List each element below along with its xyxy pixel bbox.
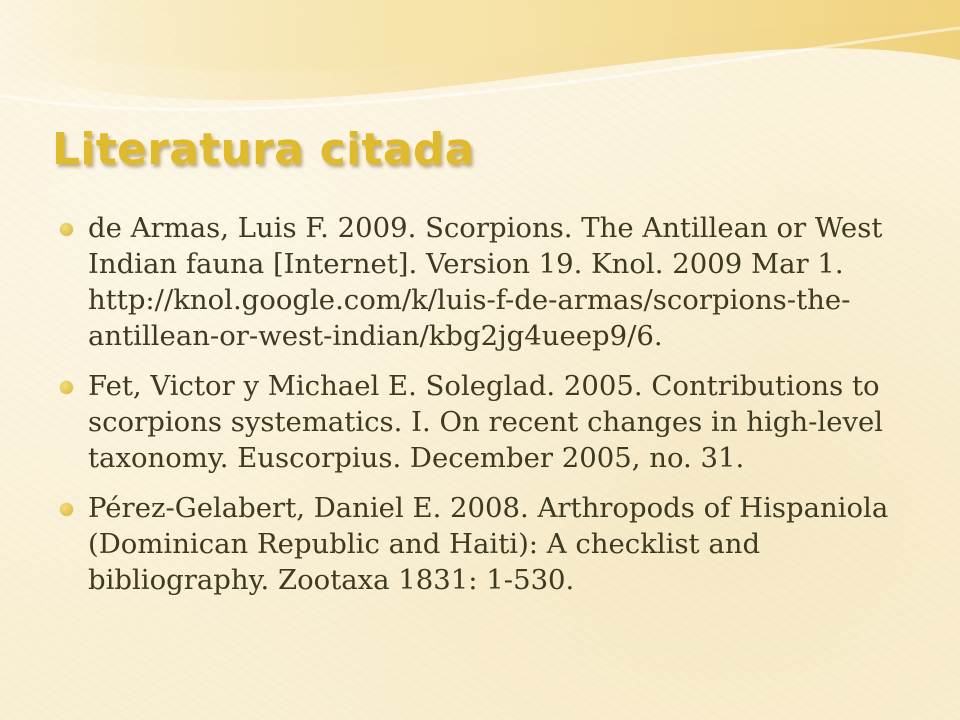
reference-text: Fet, Victor y Michael E. Soleglad. 2005. Contributions to scorpions systematics. I. On recent changes in high-level taxonomy. Euscorpius. December 2005, no. 31. — [88, 370, 884, 474]
reference-item — [60, 210, 900, 354]
bullet-icon — [60, 381, 73, 394]
bullet-icon — [60, 223, 73, 236]
bullet-icon — [60, 503, 73, 516]
reference-list — [60, 210, 900, 612]
reference-item — [60, 490, 900, 598]
reference-text: Pérez-Gelabert, Daniel E. 2008. Arthropods of Hispaniola (Dominican Republic and Haiti): A checklist and bibliography. Zootaxa 1831: 1-530. — [88, 492, 889, 596]
reference-text: de Armas, Luis F. 2009. Scorpions. The Antillean or West Indian fauna [Internet]. Version 19. Knol. 2009 Mar 1. http://knol.google.com/k/luis-f-de-armas/scorpions-the-antillean-or-west-indian/kbg2jg4ueep9/6. — [88, 212, 883, 352]
reference-item — [60, 368, 900, 476]
page-title: Literatura citada — [52, 124, 475, 175]
decorative-swoosh — [0, 0, 960, 130]
